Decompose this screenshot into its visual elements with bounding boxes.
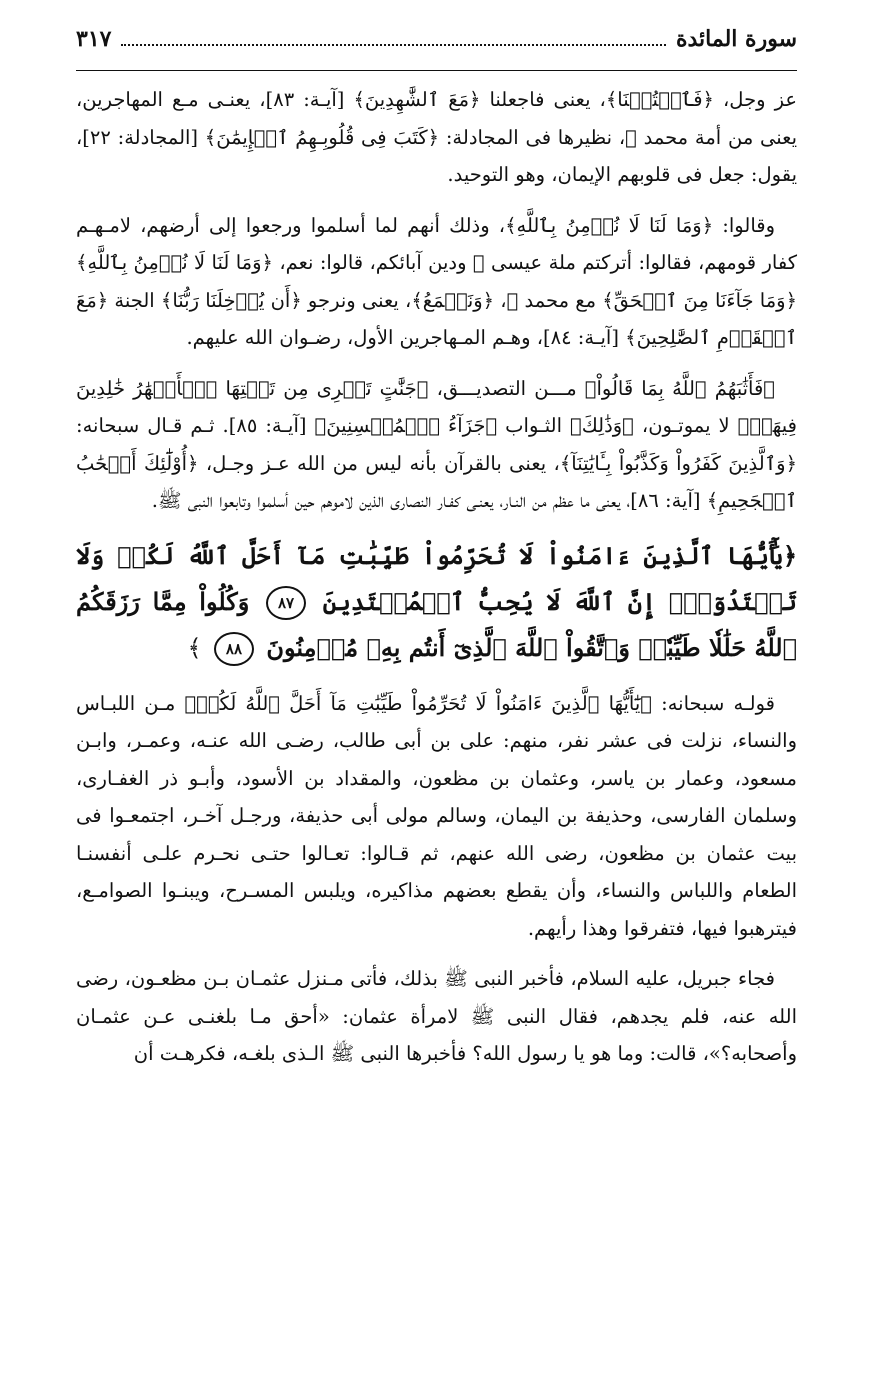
verse-end-marker-88: ٨٨: [214, 632, 254, 666]
paragraph-1: عز وجل، ﴿فَٱكۡتُبۡنَا﴾، يعنى فاجعلنا ﴿مَعَ ٱلشَّٰهِدِينَ﴾ [آيـة: ٨٣]، يعنـى مـع المهاجرين، يعنى من أمة محمد ﷺ، نظيرها فى المجادلة: ﴿كَتَبَ فِى قُلُوبِـهِمُ ٱلۡإِيمَٰنَ﴾ [المجادلة: ٢٢]، يقول: جعل فى قلوبهم الإيمان، وهو التوحيد.: [76, 88, 797, 186]
leader-dots: [121, 44, 666, 46]
paragraph-5: فجاء جبريل، عليه السلام، فأخبر النبى ﷺ بذلك، فأتى مـنزل عثمـان بـن مظعـون، رضى الله عنه، فلم يجدهم، فقال النبى ﷺ لامرأة عثمان: «أحق مـا بلغنـى عـن عثمـان وأصحابه؟»، قالت: وما هو يا رسول الله؟ فأخبرها النبى ﷺ الـذى بلغـه، فكرهـت أن: [76, 967, 797, 1065]
paragraph-2: وقالوا: ﴿وَمَا لَنَا لَا نُؤۡمِنُ بِٱللَّهِ﴾، وذلك أنهم لما أسلموا ورجعوا إلى أرضهم، لامـهـم كفار قومهم، فقالوا: أتركتم ملة عيسى ﷺ ودين آبائكم، قالوا: نعم، ﴿وَمَا لَنَا لَا نُؤۡمِنُ بِٱللَّهِ﴾ ﴿وَمَا جَآءَنَا مِنَ ٱلۡحَقِّ﴾ مع محمد ﷺ، ﴿وَنَطۡمَعُ﴾، يعنى ونرجو ﴿أَن يُدۡخِلَنَا رَبُّنَا﴾ الجنة ﴿مَعَ ٱلۡقَوۡمِ ٱلصَّٰلِحِينَ﴾ [آيـة: ٨٤]، وهـم المـهاجرين الأول، رضـوان الله عليهم.: [75, 213, 797, 349]
verse-end-marker-87: ٨٧: [266, 586, 306, 620]
paragraph-4: قولـه سبحانه: ﴿يَٰٓأَيُّهَا ٱلَّذِينَ ءَامَنُواْ لَا تُحَرِّمُواْ طَيِّبَٰتِ مَآ أَحَلَّ ٱللَّهُ لَكُمۡ﴾ مـن اللبـاس والنساء، نزلت فى عشر نفر، منهم: على بن أبى طالب، رضـى الله عنـه، وعمـر، وابـن مسعود، وعمار بن ياسر، وعثمان بن مظعون، والمقداد بن الأسود، وأبـو ذر الغفـارى، وسلمان الفارسى، وحذيفة بن اليمان، وسالم مولى أبى حذيفة، ورجـل آخـر، اجتمعـوا فى بيت عثمان بن مظعون، رضى الله عنهم، ثم قـالوا: تعـالوا حتـى نحـرم علـى أنفسنـا الطعام واللباس والنساء، وأن يقطع بعضهم مذاكيره، ويلبس المسـرح، ويبنـوا الصوامـع، فيترهبوا فيها، فتفرقوا وهذا رأيهم.: [76, 691, 797, 940]
running-header: [76, 26, 797, 71]
verse-87-text: ﴿يَٰٓأَيُّهَا ٱلَّذِينَ ءَامَنُواْ لَا تُحَرِّمُواْ طَيِّبَٰتِ مَآ أَحَلَّ ٱللَّهُ لَكُمۡ وَلَا تَعۡتَدُوٓاْۚ إِنَّ ٱللَّهَ لَا يُحِبُّ ٱلۡمُعۡتَدِينَ: [76, 540, 798, 616]
closing-bracket: ﴾: [187, 633, 202, 662]
quran-verse-block: [76, 533, 797, 671]
verse-88-text: وَكُلُواْ مِمَّا رَزَقَكُمُ ٱللَّهُ حَلَٰلٗا طَيِّبٗاۚ وَٱتَّقُواْ ٱللَّهَ ٱلَّذِىٓ أَنتُم بِهِۦ مُؤۡمِنُونَ: [76, 586, 797, 662]
paragraph-3: ﴿فَأَثَٰبَهُمُ ٱللَّهُ بِمَا قَالُواْ﴾ مـــن التصديـــق، ﴿جَنَّٰتٍ تَجۡرِى مِن تَحۡتِهَا ٱلۡأَنۡهَٰرُ خَٰلِدِينَ فِيهَاۚ﴾ لا يموتـون، ﴿وَذَٰلِكَ﴾ الثـواب ﴿جَزَآءُ ٱلۡمُحۡسِنِينَ﴾ [آيـة: ٨٥]. ثـم قـال سبحانه: ﴿وَٱلَّذِينَ كَفَرُواْ وَكَذَّبُواْ بِـَٔايَٰتِنَآ﴾، يعنى بالقرآن بأنه ليس من الله عـز وجـل، ﴿أُوْلَٰٓئِكَ أَصۡحَٰبُ ٱلۡجَحِيمِ﴾ [آية: ٨٦]، يعنى ما عظم من النـار، يعنـى كفـار النصارى الذين لاموهم حين أسلموا وتابعوا النبى ﷺ.: [76, 376, 797, 512]
page-body: [76, 81, 797, 1073]
surah-title: سورة المائدة: [675, 26, 797, 52]
page-number: ٣١٧: [76, 26, 112, 52]
